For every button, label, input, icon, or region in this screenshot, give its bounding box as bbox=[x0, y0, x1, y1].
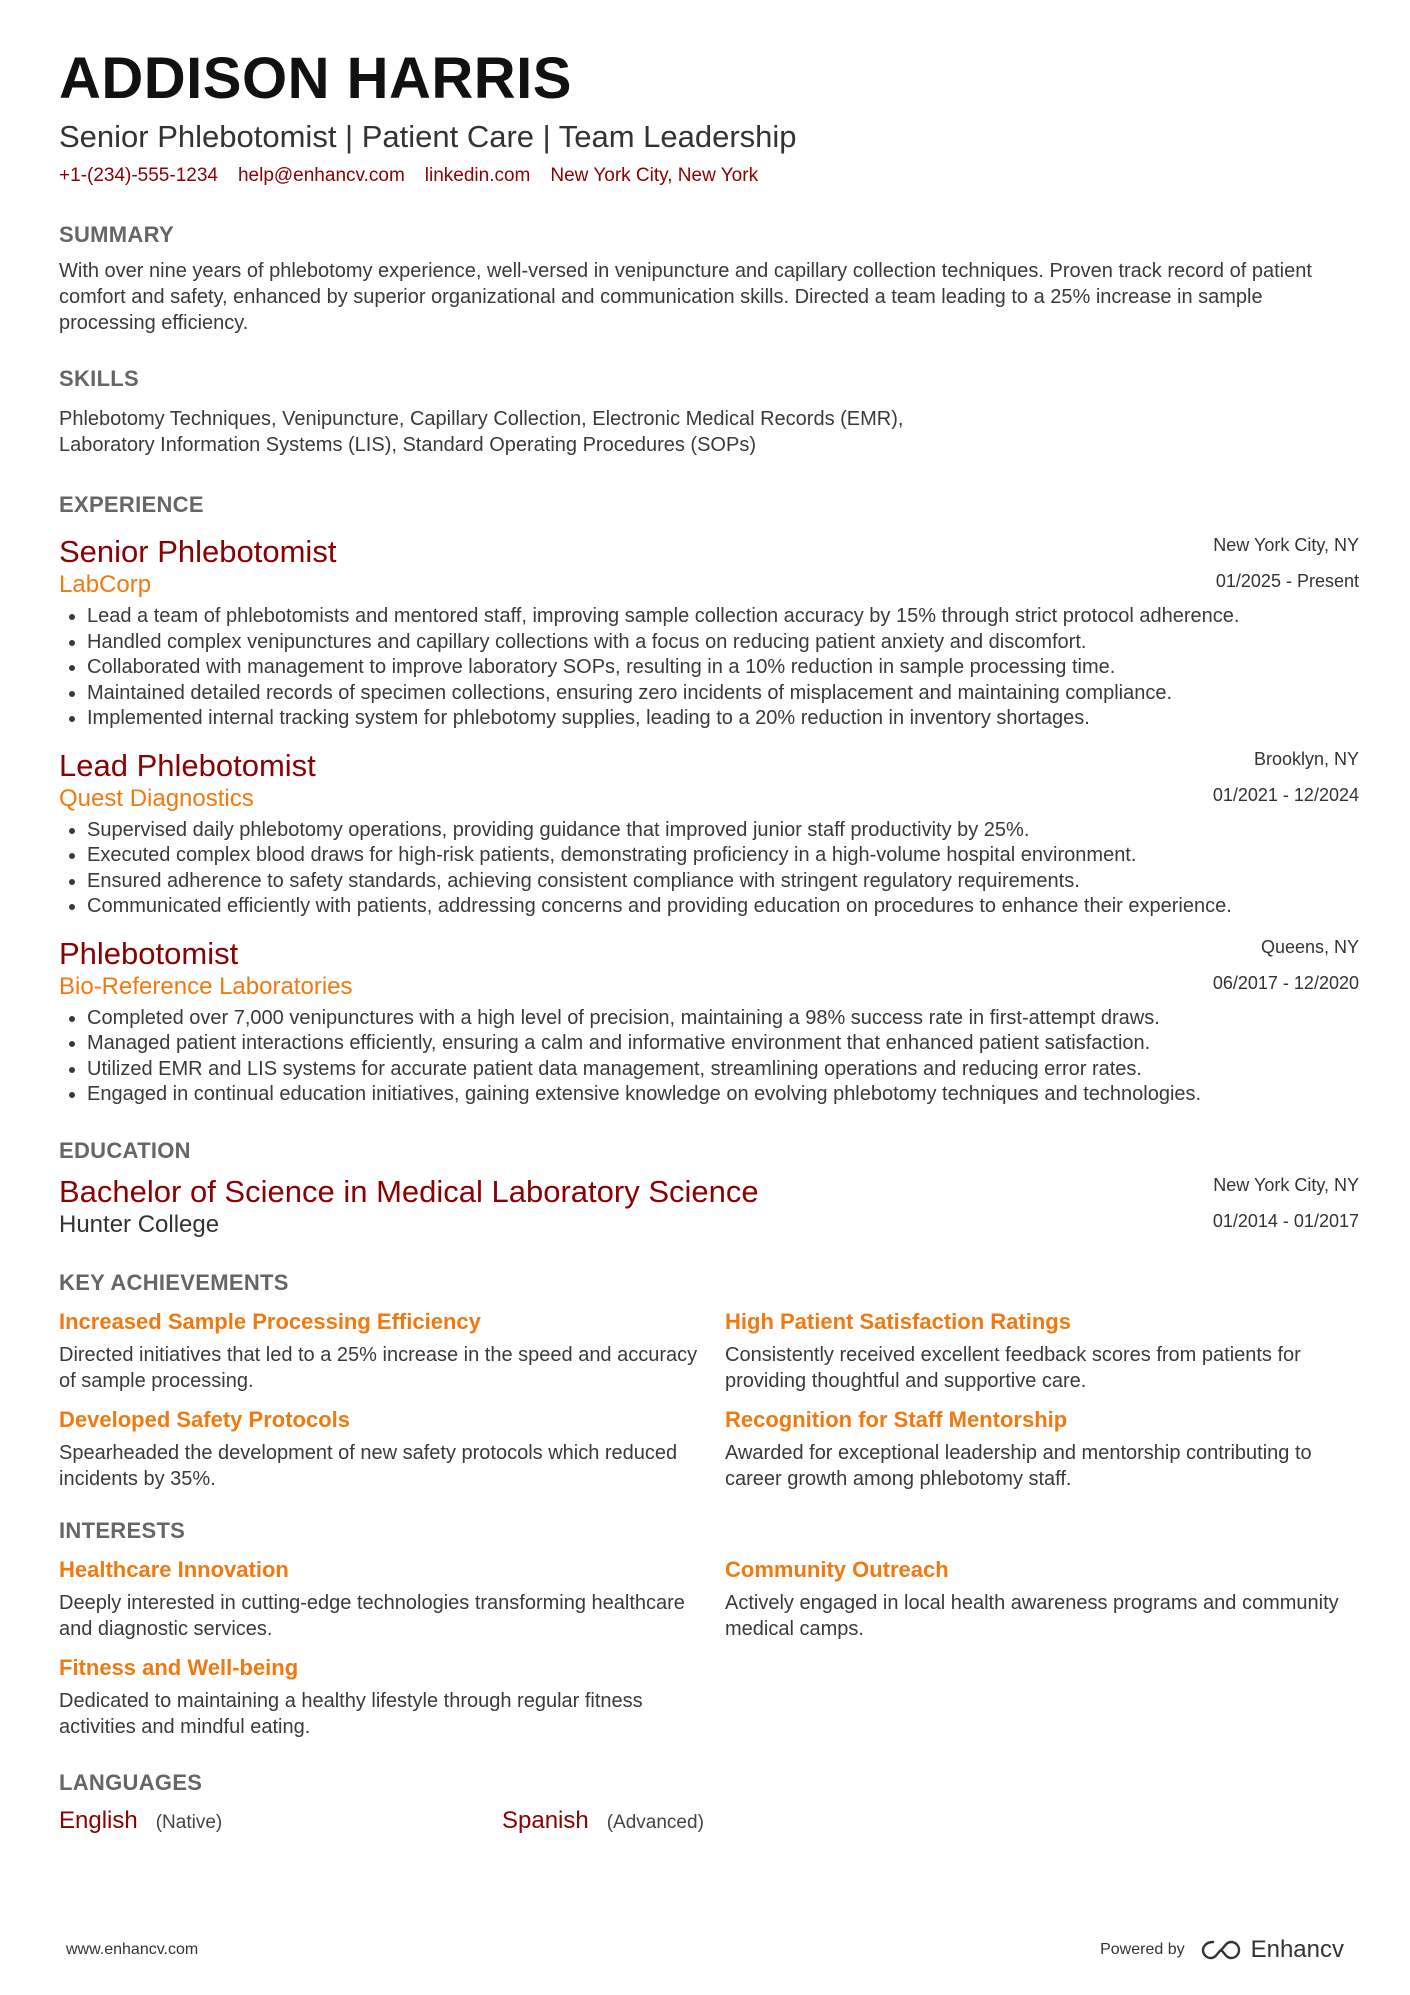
achievement-card bbox=[59, 1308, 725, 1394]
section-title-achievements: KEY ACHIEVEMENTS bbox=[59, 1269, 289, 1295]
section-title-languages: LANGUAGES bbox=[59, 1769, 203, 1795]
experience-section bbox=[59, 492, 1359, 1108]
job-location: Brooklyn, NY bbox=[1253, 748, 1359, 769]
bullet-item: • Ensured adherence to safety standards, achieving consistent compliance with stringent regulatory requirements. bbox=[87, 869, 1359, 895]
interest-desc: Actively engaged in local health awareness programs and community medical camps. bbox=[725, 1591, 1339, 1640]
achievement-title: Recognition for Staff Mentorship bbox=[725, 1406, 1068, 1432]
job-title: Lead Phlebotomist bbox=[59, 747, 316, 783]
interest-title: Healthcare Innovation bbox=[59, 1556, 289, 1582]
education-dates: 01/2014 - 01/2017 bbox=[1212, 1210, 1359, 1231]
skills-section bbox=[59, 366, 1359, 458]
enhancv-brand[interactable] bbox=[1199, 1936, 1344, 1964]
interests-grid bbox=[59, 1544, 1359, 1740]
bullet-item: • Executed complex blood draws for high-risk patients, demonstrating proficiency in a high-volume hospital environment. bbox=[87, 843, 1359, 869]
job-title: Senior Phlebotomist bbox=[59, 534, 337, 569]
resume-content bbox=[59, 44, 1359, 1836]
interest-card bbox=[59, 1654, 725, 1740]
achievement-title: High Patient Satisfaction Ratings bbox=[725, 1308, 1071, 1334]
achievement-title: Increased Sample Processing Efficiency bbox=[59, 1308, 481, 1334]
job-company: LabCorp bbox=[59, 571, 152, 598]
contact-location: New York City, New York bbox=[550, 165, 759, 186]
experience-entry bbox=[59, 534, 1359, 732]
achievement-desc: Directed initiatives that led to a 25% increase in the speed and accuracy of sample processing. bbox=[59, 1343, 698, 1392]
language-item bbox=[59, 1806, 502, 1836]
achievement-desc: Consistently received excellent feedback scores from patients for providing thoughtful and supportive care. bbox=[725, 1343, 1301, 1392]
interest-title: Community Outreach bbox=[725, 1556, 949, 1582]
job-bullets bbox=[59, 818, 1359, 920]
section-title-education: EDUCATION bbox=[59, 1137, 191, 1163]
bullet-item: • Maintained detailed records of specimen collections, ensuring zero incidents of misplacement and maintaining compliance. bbox=[87, 681, 1359, 707]
job-location: New York City, NY bbox=[1213, 535, 1359, 555]
section-title-experience: EXPERIENCE bbox=[59, 492, 204, 517]
summary-section bbox=[59, 222, 1359, 336]
education-section bbox=[59, 1138, 1359, 1240]
bullet-item: • Managed patient interactions efficiently, ensuring a calm and informative environment that enhanced patient satisfaction. bbox=[87, 1031, 1359, 1057]
language-name: Spanish bbox=[502, 1806, 589, 1834]
interest-title: Fitness and Well-being bbox=[59, 1654, 299, 1680]
brand-name: Enhancv bbox=[1250, 1936, 1344, 1963]
language-level: (Advanced) bbox=[606, 1811, 704, 1833]
achievement-desc: Spearheaded the development of new safety protocols which reduced incidents by 35%. bbox=[59, 1441, 678, 1490]
school-name: Hunter College bbox=[59, 1210, 220, 1238]
headline: Senior Phlebotomist | Patient Care | Team Leadership bbox=[59, 119, 797, 154]
language-name: English bbox=[59, 1806, 138, 1834]
job-dates: 06/2017 - 12/2020 bbox=[1212, 972, 1359, 993]
section-title-skills: SKILLS bbox=[59, 366, 140, 391]
achievement-card bbox=[725, 1308, 1359, 1394]
bullet-item: • Lead a team of phlebotomists and mentored staff, improving sample collection accuracy by 15% through strict protocol adherence. bbox=[87, 604, 1359, 630]
job-dates: 01/2021 - 12/2024 bbox=[1212, 784, 1359, 805]
contact-phone[interactable]: +1-(234)-555-1234 bbox=[59, 165, 218, 186]
job-meta bbox=[1213, 748, 1359, 806]
education-entry bbox=[59, 1174, 1359, 1240]
bullet-item: • Collaborated with management to improve laboratory SOPs, resulting in a 10% reduction in sample processing time. bbox=[87, 655, 1359, 681]
job-bullets bbox=[59, 1006, 1359, 1108]
interest-desc: Dedicated to maintaining a healthy lifestyle through regular fitness activities and mindful eating. bbox=[59, 1689, 643, 1738]
summary-text: With over nine years of phlebotomy experience, well-versed in venipuncture and capillary collection techniques. Proven track record of patient comfort and safety, enhanced by superior organizational and communication skills. Directed a team leading to a 25% increase in sample processing efficiency. bbox=[59, 260, 1312, 334]
job-company: Bio-Reference Laboratories bbox=[59, 972, 353, 1000]
education-location: New York City, NY bbox=[1213, 1174, 1359, 1195]
achievement-desc: Awarded for exceptional leadership and mentorship contributing to career growth among phlebotomy staff. bbox=[725, 1441, 1312, 1490]
powered-by bbox=[1100, 1936, 1344, 1964]
section-title-interests: INTERESTS bbox=[59, 1517, 186, 1543]
bullet-item: • Handled complex venipunctures and capillary collections with a focus on reducing patient anxiety and discomfort. bbox=[87, 630, 1359, 656]
job-dates: 01/2025 - Present bbox=[1215, 571, 1359, 591]
footer-website[interactable]: www.enhancv.com bbox=[66, 1941, 199, 1958]
bullet-item: • Supervised daily phlebotomy operations, providing guidance that improved junior staff productivity by 25%. bbox=[87, 818, 1359, 844]
achievements-section bbox=[59, 1270, 1359, 1492]
section-title-summary: SUMMARY bbox=[59, 222, 174, 247]
achievement-card bbox=[59, 1406, 725, 1492]
skills-line: Laboratory Information Systems (LIS), Standard Operating Procedures (SOPs) bbox=[59, 434, 756, 456]
interest-card bbox=[725, 1556, 1359, 1642]
languages-list bbox=[59, 1806, 1359, 1836]
job-meta bbox=[1213, 534, 1359, 592]
experience-entry bbox=[59, 748, 1359, 920]
education-meta bbox=[1213, 1174, 1359, 1232]
achievement-title: Developed Safety Protocols bbox=[59, 1406, 350, 1432]
candidate-name: ADDISON HARRIS bbox=[59, 46, 572, 111]
bullet-item: • Communicated efficiently with patients, addressing concerns and providing education on procedures to enhance their experience. bbox=[87, 894, 1359, 920]
language-item bbox=[502, 1806, 945, 1836]
achievement-card bbox=[725, 1406, 1359, 1492]
job-company: Quest Diagnostics bbox=[59, 784, 254, 812]
job-location: Queens, NY bbox=[1260, 936, 1359, 957]
job-bullets bbox=[59, 604, 1359, 732]
bullet-item: • Utilized EMR and LIS systems for accurate patient data management, streamlining operations and reducing error rates. bbox=[87, 1057, 1359, 1083]
bullet-item: • Completed over 7,000 venipunctures with a high level of precision, maintaining a 98% success rate in first-attempt draws. bbox=[87, 1006, 1359, 1032]
enhancv-logo-icon bbox=[1199, 1938, 1243, 1962]
language-level: (Native) bbox=[155, 1811, 223, 1833]
bullet-item: • Engaged in continual education initiatives, gaining extensive knowledge on evolving phlebotomy techniques and technologies. bbox=[87, 1082, 1359, 1108]
job-title: Phlebotomist bbox=[59, 935, 239, 971]
contact-linkedin[interactable]: linkedin.com bbox=[424, 165, 531, 186]
job-meta bbox=[1213, 936, 1359, 994]
interest-desc: Deeply interested in cutting-edge technologies transforming healthcare and diagnostic services. bbox=[59, 1591, 685, 1640]
contact-bar bbox=[59, 164, 1359, 188]
degree-title: Bachelor of Science in Medical Laboratory Science bbox=[59, 1173, 759, 1209]
achievements-grid bbox=[59, 1296, 1359, 1492]
skills-line: Phlebotomy Techniques, Venipuncture, Capillary Collection, Electronic Medical Records (EMR), bbox=[59, 408, 904, 430]
experience-entry bbox=[59, 936, 1359, 1108]
page-footer bbox=[66, 1936, 1344, 1964]
interests-section bbox=[59, 1518, 1359, 1740]
skills-list bbox=[59, 406, 1359, 458]
languages-section bbox=[59, 1770, 1359, 1836]
powered-by-label: Powered by bbox=[1100, 1941, 1185, 1958]
bullet-item: • Implemented internal tracking system for phlebotomy supplies, leading to a 20% reduction in inventory shortages. bbox=[87, 706, 1359, 732]
contact-email[interactable]: help@enhancv.com bbox=[237, 165, 405, 186]
interest-card bbox=[59, 1556, 725, 1642]
